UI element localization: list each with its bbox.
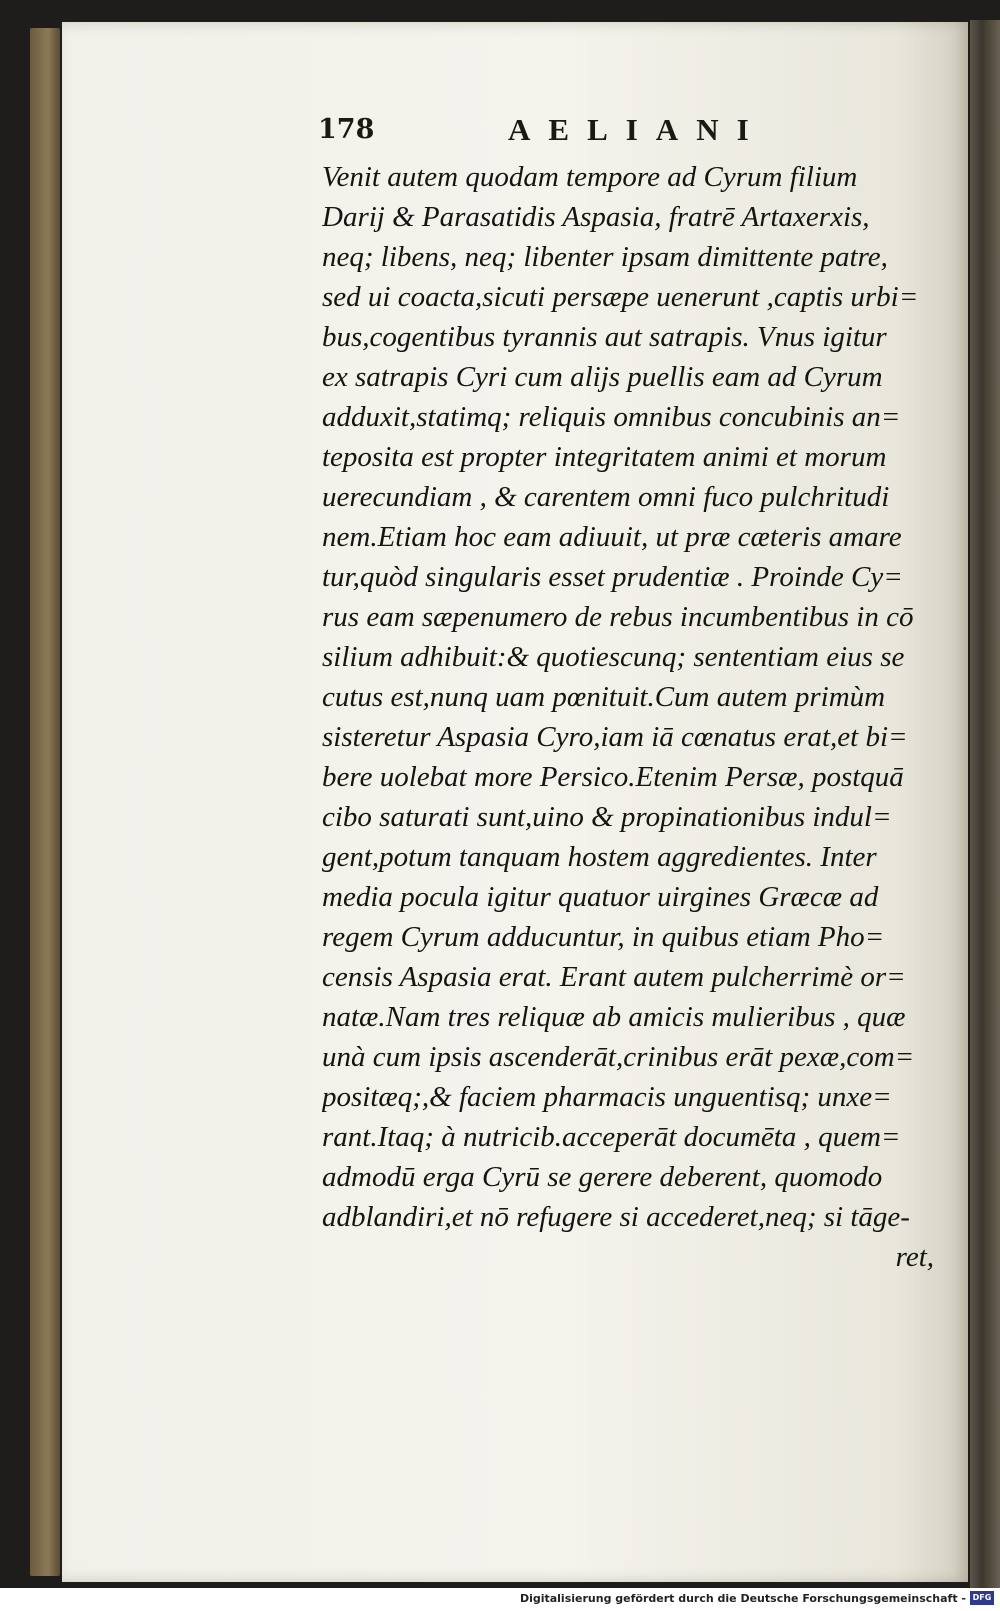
text-line: Venit autem quodam tempore ad Cyrum filium xyxy=(322,161,858,193)
text-line: natæ.Nam tres reliquæ ab amicis mulieribus , quæ xyxy=(322,1001,906,1033)
text-line: rus eam sæpenumero de rebus incumbentibus in cō xyxy=(322,601,914,633)
text-block xyxy=(322,157,934,1277)
text-line: uerecundiam , & carentem omni fuco pulchritudi xyxy=(322,481,890,513)
text-line: sisteretur Aspasia Cyro,iam iā cœnatus erat,et bi= xyxy=(322,721,908,753)
text-line: cutus est,nunq uam pœnituit.Cum autem primùm xyxy=(322,681,886,713)
text-line: neq; libens, neq; libenter ipsam dimittente patre, xyxy=(322,241,888,273)
text-line: ex satrapis Cyri cum alijs puellis eam ad Cyrum xyxy=(322,361,883,393)
footer xyxy=(0,1588,1000,1611)
text-line: adblandiri,et nō refugere si accederet,neq; si tāge- xyxy=(322,1201,910,1233)
text-line: bus,cogentibus tyrannis aut satrapis. Vnus igitur xyxy=(322,321,887,353)
text-line: regem Cyrum adducuntur, in quibus etiam Pho= xyxy=(322,921,885,953)
dfg-logo: DFG xyxy=(970,1591,994,1605)
text-line: adduxit,statimq; reliquis omnibus concubinis an= xyxy=(322,401,901,433)
text-line: ret, xyxy=(895,1241,934,1273)
text-line: censis Aspasia erat. Erant autem pulcherrimè or= xyxy=(322,961,906,993)
text-line: nem.Etiam hoc eam adiuuit, ut præ cæteris amare xyxy=(322,521,902,553)
page-number: 178 xyxy=(318,114,375,145)
footer-credit: Digitalisierung gefördert durch die Deutsche Forschungsgemeinschaft - xyxy=(519,1592,966,1605)
running-title: AELIANI xyxy=(508,112,767,147)
running-head xyxy=(318,114,798,154)
text-line: teposita est propter integritatem animi et morum xyxy=(322,441,887,473)
text-line: rant.Itaq; à nutricib.acceperāt documēta , quem= xyxy=(322,1121,901,1153)
book-cover-edge xyxy=(30,28,60,1576)
text-line: sed ui coacta,sicuti persæpe uenerunt ,captis urbi= xyxy=(322,281,919,313)
text-line: unà cum ipsis ascenderāt,crinibus erāt pexæ,com= xyxy=(322,1041,915,1073)
text-line: positæq;,& faciem pharmacis unguentisq; unxe= xyxy=(322,1081,892,1113)
text-line: media pocula igitur quatuor uirgines Græcæ ad xyxy=(322,881,879,913)
text-line: tur,quòd singularis esset prudentiæ . Proinde Cy= xyxy=(322,561,903,593)
text-line: gent,potum tanquam hostem aggredientes. Inter xyxy=(322,841,877,873)
page-stack-edge xyxy=(970,20,1000,1588)
text-line: admodū erga Cyrū se gerere deberent, quomodo xyxy=(322,1161,883,1193)
text-line: bere uolebat more Persico.Etenim Persæ, postquā xyxy=(322,761,904,793)
text-line: Darij & Parasatidis Aspasia, fratrē Artaxerxis, xyxy=(322,201,870,233)
text-line: cibo saturati sunt,uino & propinationibus indul= xyxy=(322,801,892,833)
text-line: silium adhibuit:& quotiescunq; sententiam eius se xyxy=(322,641,905,673)
